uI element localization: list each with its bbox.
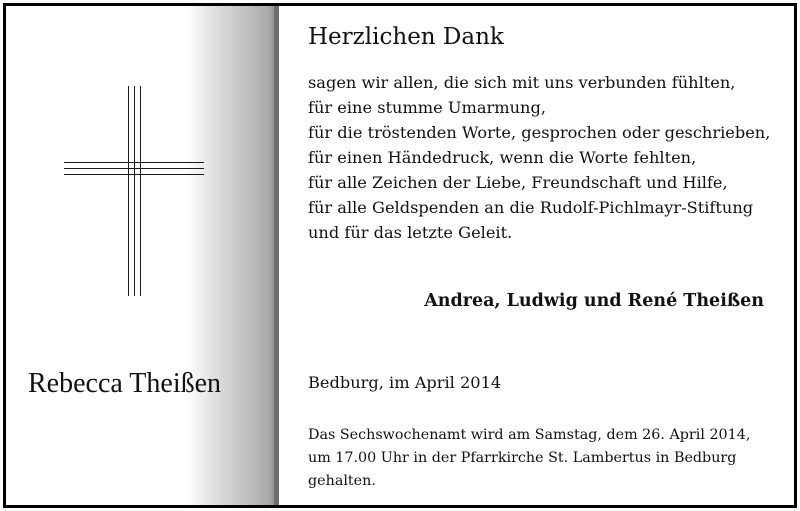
signers: Andrea, Ludwig und René Theißen — [424, 291, 764, 311]
cross-horizontal-line — [64, 174, 204, 175]
cross-vertical-line — [128, 86, 129, 296]
message-line: für eine stumme Umarmung, — [308, 98, 546, 117]
message-line: sagen wir allen, die sich mit uns verbunden fühlten, — [308, 73, 736, 92]
notice-line: Das Sechswochenamt wird am Samstag, dem 26. April 2014, — [308, 427, 751, 443]
message-line: für die tröstenden Worte, gesprochen oder geschrieben, — [308, 123, 771, 142]
place-date: Bedburg, im April 2014 — [308, 373, 502, 392]
left-panel — [6, 6, 274, 505]
panel-divider — [274, 6, 279, 505]
message-line: und für das letzte Geleit. — [308, 223, 513, 242]
cross-vertical-line — [140, 86, 141, 296]
cross-horizontal-line — [64, 162, 204, 163]
message-line: für einen Händedruck, wenn die Worte fehlten, — [308, 148, 697, 167]
message-block — [308, 24, 778, 245]
message-line: für alle Zeichen der Liebe, Freundschaft und Hilfe, — [308, 173, 728, 192]
notice-line: gehalten. — [308, 473, 376, 489]
cross-icon — [64, 86, 204, 296]
notice-line: um 17.00 Uhr in der Pfarrkirche St. Lambertus in Bedburg — [308, 450, 737, 466]
service-notice — [308, 424, 770, 493]
cross-horizontal-line — [64, 168, 204, 169]
card-frame — [3, 3, 797, 508]
message-line: für alle Geldspenden an die Rudolf-Pichlmayr-Stiftung — [308, 198, 754, 217]
heading: Herzlichen Dank — [308, 24, 504, 50]
deceased-name: Rebecca Theißen — [28, 368, 222, 399]
cross-vertical-line — [134, 86, 135, 296]
